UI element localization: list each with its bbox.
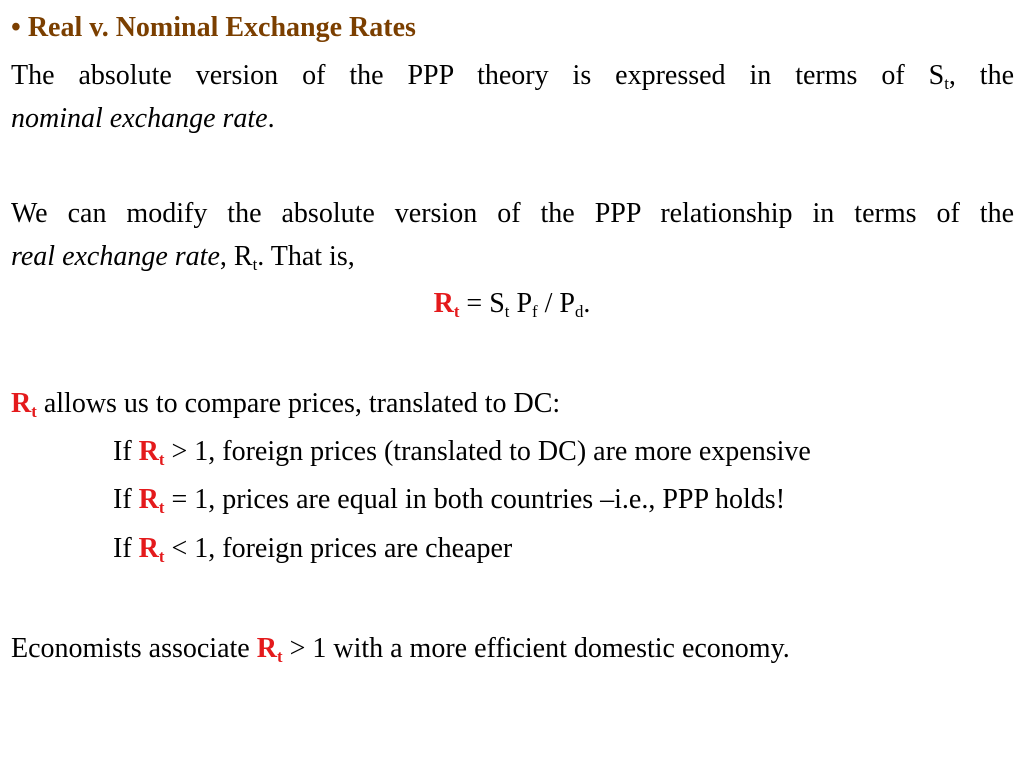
- formula-s-sub: t: [504, 302, 510, 322]
- p3-text: allows us to compare prices, translated to DC:: [36, 388, 561, 419]
- slide-title: [11, 10, 416, 46]
- p1-subscript: t: [944, 74, 949, 94]
- real-exchange-rate-term: real exchange rate: [11, 241, 220, 272]
- p1-text: The absolute version of the PPP theory is expressed in terms of S: [11, 60, 945, 91]
- case-if: If: [113, 484, 139, 515]
- case-r: R: [138, 484, 159, 515]
- paragraph-real-line1: [11, 196, 1014, 232]
- formula-r-sub: t: [453, 302, 460, 322]
- formula-pd-sub: d: [575, 302, 584, 322]
- case-r: R: [138, 533, 159, 564]
- p1-tail: , the: [948, 60, 1015, 91]
- nominal-exchange-rate-term: nominal exchange rate: [11, 103, 268, 134]
- title-bullet: •: [11, 12, 21, 43]
- p2-text: We can modify the absolute version of the PPP relationship in terms of the: [11, 198, 1014, 229]
- p2-subscript: t: [252, 255, 258, 275]
- p3-r: R: [11, 388, 32, 419]
- formula-end: .: [583, 288, 591, 319]
- formula-p: P: [509, 288, 533, 319]
- formula-r: R: [433, 288, 454, 319]
- p4-text: > 1 with a more efficient domestic economy.: [282, 633, 790, 664]
- case-greater: [113, 434, 811, 470]
- case-r: R: [138, 436, 159, 467]
- formula: [0, 286, 1024, 322]
- formula-eq: = S: [459, 288, 505, 319]
- formula-pf-sub: f: [532, 302, 538, 322]
- case-equal: [113, 482, 785, 518]
- case-if: If: [113, 436, 139, 467]
- case-r-sub: t: [158, 547, 165, 567]
- p4-r: R: [256, 633, 277, 664]
- p4-r-sub: t: [276, 647, 283, 667]
- case-text: < 1, foreign prices are cheaper: [164, 533, 513, 564]
- p2-end: . That is,: [257, 241, 355, 272]
- p3-r-sub: t: [31, 402, 37, 422]
- paragraph-nominal-line2: [11, 101, 275, 137]
- case-r-sub: t: [158, 450, 165, 470]
- case-less: [113, 531, 512, 567]
- formula-div: / P: [537, 288, 575, 319]
- p1-end: .: [267, 103, 275, 134]
- title-text: Real v. Nominal Exchange Rates: [27, 12, 416, 43]
- case-text: = 1, prices are equal in both countries –i.e., PPP holds!: [164, 484, 786, 515]
- paragraph-nominal-line1: [11, 58, 1014, 94]
- p4-pre: Economists associate: [11, 633, 257, 664]
- case-text: > 1, foreign prices (translated to DC) are more expensive: [164, 436, 811, 467]
- paragraph-economists: [11, 631, 790, 667]
- paragraph-compare: [11, 386, 560, 422]
- case-r-sub: t: [158, 498, 165, 518]
- case-if: If: [113, 533, 139, 564]
- p2-mid: , R: [219, 241, 253, 272]
- paragraph-real-line2: [11, 239, 355, 275]
